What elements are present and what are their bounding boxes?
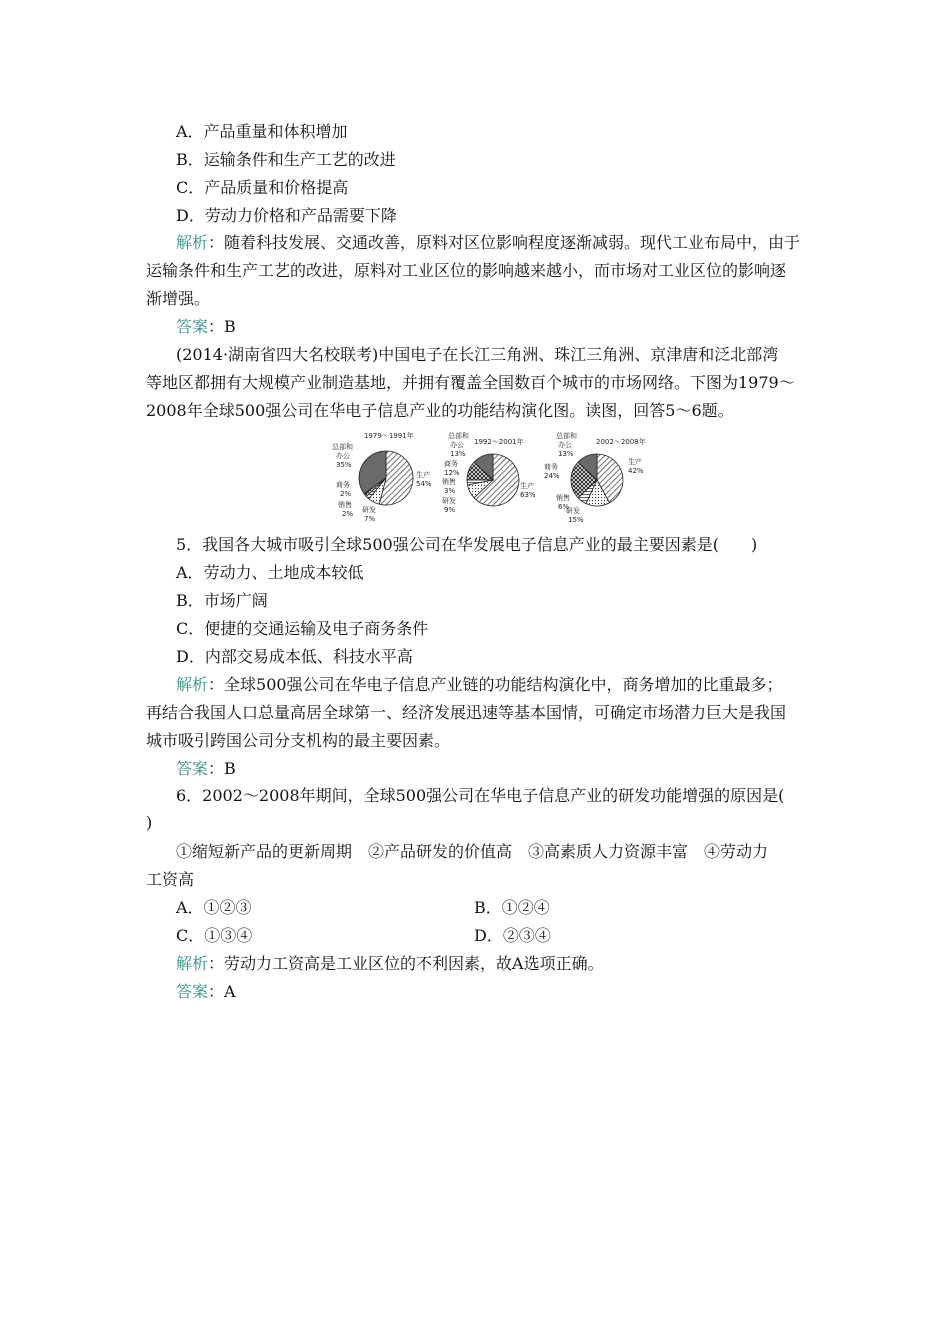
analysis-text: ：劳动力工资高是工业区位的不利因素，故A选项正确。 [208,954,604,973]
pie1-slices [359,451,413,505]
pie2-rd-label: 研发 [442,497,456,505]
pie3-hq-label2: 办公 [558,441,572,449]
q4-analysis-line2: 运输条件和生产工艺的改进，原料对工业区位的影响越来越小，而市场对工业区位的影响逐 [146,261,787,280]
q5-option-c: C．便捷的交通运输及电子商务条件 [176,619,429,638]
pie2-prod-value: 63% [520,491,536,499]
analysis-text: ：随着科技发展、交通改善，原料对区位影响程度逐渐减弱。现代工业布局中，由于 [208,233,801,252]
q4-answer [176,317,236,337]
q5-option-d: D．内部交易成本低、科技水平高 [176,647,413,666]
q6-items-line1: ①缩短新产品的更新周期 ②产品研发的价值高 ③高素质人力资源丰富 ④劳动力 [176,842,769,861]
pie3-biz-value: 24% [544,472,560,480]
pie1-biz-label: 商务 [336,481,350,489]
q4-option-b: B．运输条件和生产工艺的改进 [176,150,396,169]
pie1-rd-value: 7% [364,515,376,523]
pie1-biz-value: 2% [340,490,352,498]
q5-answer [176,759,236,779]
q6-analysis [176,954,604,974]
q4-analysis-line1 [176,233,800,253]
pie2-prod-label: 生产 [520,482,534,490]
intro-line2: 等地区都拥有大规模产业制造基地，并拥有覆盖全国数百个城市的市场网络。下图为1979～ [146,373,795,392]
pie2-slices [467,454,519,506]
pie3-rd-value: 15% [568,516,584,524]
pie2-sales-label: 销售 [442,478,456,486]
pie3-sales-value: 6% [558,503,570,511]
answer-label: 答案 [176,759,209,778]
pie3-biz-label: 商务 [544,463,558,471]
analysis-label: 解析 [176,675,209,694]
answer-value: ：B [208,317,236,336]
pie3-slices [571,454,623,506]
pie1-sales-value: 2% [342,510,354,518]
q6-items-line2: 工资高 [146,870,195,889]
pie2-biz-value: 12% [444,469,460,477]
analysis-text: ：全球500强公司在华电子信息产业链的功能结构演化中，商务增加的比重最多； [208,675,783,694]
pie1-prod-label: 生产 [416,471,430,479]
analysis-label: 解析 [176,954,209,973]
pie1-hq-label2: 办公 [336,452,350,460]
q6-stem-line1: 6．2002～2008年期间，全球500强公司在华电子信息产业的研发功能增强的原因是( [176,786,785,805]
q5-analysis-line2: 再结合我国人口总量高居全球第一、经济发展迅速等基本国情，可确定市场潜力巨大是我国 [146,703,787,722]
answer-label: 答案 [176,317,209,336]
pie-chart-2 [442,431,536,514]
pie1-hq-label1: 总部和 [332,443,353,451]
pie2-title: 1992～2001年 [474,438,524,446]
answer-value: ：A [208,982,236,1001]
pie1-hq-value: 35% [336,461,352,469]
pie2-rd-value: 9% [444,506,456,514]
pie2-hq-label1: 总部和 [448,432,469,440]
q6-answer [176,982,236,1002]
q5-option-b: B．市场广阔 [176,591,268,610]
pie3-title: 2002～2008年 [596,438,646,446]
q5-option-a: A．劳动力、土地成本较低 [176,563,364,582]
pie-chart-3 [544,431,646,524]
pie3-hq-value: 13% [558,450,574,458]
answer-label: 答案 [176,982,209,1001]
q6-option-b: B．①②④ [474,898,550,917]
pie-charts-figure [330,430,660,526]
q6-option-c: C．①③④ [176,926,253,945]
pie3-rd-label: 研发 [566,507,580,515]
pie2-sales-value: 3% [444,487,456,495]
pie1-prod-value: 54% [416,480,432,488]
pie1-sales-label: 销售 [338,501,352,509]
pie2-hq-label2: 办公 [450,441,464,449]
pie2-hq-value: 13% [450,450,466,458]
q4-option-a: A．产品重量和体积增加 [176,122,348,141]
intro-line3: 2008年全球500强公司在华电子信息产业的功能结构演化图。读图，回答5～6题。 [146,401,734,420]
pie3-sales-label: 销售 [556,494,570,502]
q4-analysis-line3: 渐增强。 [146,289,211,308]
pie-chart-1 [332,431,432,523]
q6-stem-line2: ) [146,813,153,832]
pie3-prod-label: 生产 [628,458,642,466]
q5-analysis-line3: 城市吸引跨国公司分支机构的最主要因素。 [146,731,451,750]
pie3-hq-label1: 总部和 [556,432,577,440]
q6-option-a: A．①②③ [176,898,252,917]
q5-stem: 5．我国各大城市吸引全球500强公司在华发展电子信息产业的最主要因素是( ) [176,535,758,554]
pie2-biz-label: 商务 [444,460,458,468]
answer-value: ：B [208,759,236,778]
q4-option-c: C．产品质量和价格提高 [176,178,349,197]
pie1-rd-label: 研发 [362,506,376,514]
analysis-label: 解析 [176,233,209,252]
q6-option-d: D．②③④ [474,926,551,945]
q4-option-d: D．劳动力价格和产品需要下降 [176,206,397,225]
intro-line1: (2014·湖南省四大名校联考)中国电子在长江三角洲、珠江三角洲、京津唐和泛北部湾 [176,345,779,364]
pie3-prod-value: 42% [628,467,644,475]
q5-analysis-line1 [176,675,783,695]
pie1-title: 1979～1991年 [364,432,414,440]
pie-charts-svg [330,430,660,526]
